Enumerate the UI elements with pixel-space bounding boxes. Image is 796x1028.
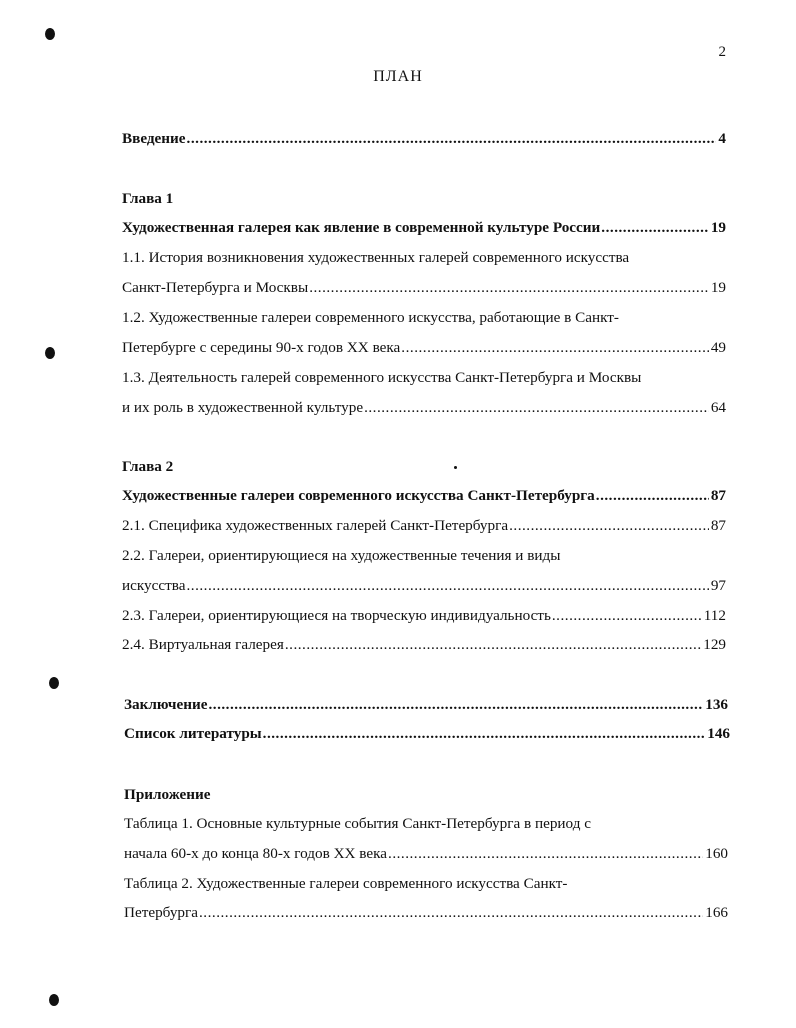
chapter-heading: Глава 1 (122, 190, 174, 207)
toc-entry-table1[interactable] (124, 842, 728, 866)
toc-entry-chapter2[interactable] (122, 484, 726, 508)
dot-leader (596, 484, 709, 508)
dot-leader (263, 722, 706, 746)
dot-leader (285, 633, 701, 657)
toc-entry-label: Петербурга (124, 904, 198, 921)
chapter-heading: Глава 2 (122, 458, 174, 475)
toc-entry-page: 146 (707, 725, 730, 742)
toc-entry-page: 49 (710, 339, 726, 356)
binder-hole (45, 28, 55, 40)
toc-entry-1-1[interactable] (122, 276, 726, 300)
toc-entry-2-1[interactable] (122, 514, 726, 538)
toc-entry-conclusion[interactable] (124, 693, 728, 717)
toc-entry-chapter1[interactable] (122, 216, 726, 240)
toc-entry-label: Санкт-Петербурга и Москвы (122, 279, 309, 296)
toc-entry-table2[interactable] (124, 901, 728, 925)
toc-entry-2-2-line1[interactable]: 2.2. Галереи, ориентирующиеся на художественные течения и виды (122, 547, 561, 564)
dot-leader (364, 396, 709, 420)
toc-entry-table2-line1[interactable]: Таблица 2. Художественные галереи современного искусства Санкт- (124, 875, 568, 892)
toc-entry-label: Художественная галерея как явление в современной культуре России (122, 219, 601, 236)
page-number: 2 (718, 44, 726, 60)
toc-entry-label: Список литературы (124, 725, 262, 742)
toc-entry-label: начала 60-х до конца 80-х годов XX века (124, 845, 388, 862)
toc-entry-page: 97 (710, 577, 726, 594)
binder-hole (45, 347, 55, 359)
toc-entry-bibliography[interactable] (124, 722, 730, 746)
dot-leader (388, 842, 703, 866)
toc-entry-page: 87 (710, 517, 726, 534)
dot-leader (186, 574, 708, 598)
toc-entry-label: Введение (122, 130, 186, 147)
dot-leader (509, 514, 709, 538)
toc-entry-page: 160 (705, 845, 728, 862)
toc-entry-page: 129 (703, 636, 726, 653)
appendix-heading: Приложение (124, 786, 211, 803)
binder-hole (49, 677, 59, 689)
toc-entry-page: 136 (705, 696, 728, 713)
toc-entry-table1-line1[interactable]: Таблица 1. Основные культурные события Санкт-Петербурга в период с (124, 815, 591, 832)
toc-entry-label: 2.1. Специфика художественных галерей Санкт-Петербурга (122, 517, 509, 534)
dot-leader (309, 276, 709, 300)
toc-entry-page: 19 (710, 219, 726, 236)
toc-entry-2-4[interactable] (122, 633, 726, 657)
toc-entry-1-3[interactable] (122, 396, 726, 420)
toc-entry-page: 64 (710, 399, 726, 416)
binder-hole (49, 994, 59, 1006)
toc-entry-1-2-line1[interactable]: 1.2. Художественные галереи современного искусства, работающие в Санкт- (122, 309, 619, 326)
toc-entry-label: 2.3. Галереи, ориентирующиеся на творческую индивидуальность (122, 607, 551, 624)
toc-entry-2-3[interactable] (122, 604, 726, 628)
toc-entry-label: 2.4. Виртуальная галерея (122, 636, 284, 653)
toc-entry-page: 19 (710, 279, 726, 296)
dot-leader (208, 693, 703, 717)
toc-entry-2-2[interactable] (122, 574, 726, 598)
page-title: ПЛАН (373, 68, 423, 85)
toc-entry-label: и их роль в художественной культуре (122, 399, 364, 416)
toc-entry-page: 4 (718, 130, 726, 147)
toc-entry-page: 87 (710, 487, 726, 504)
dot-leader (199, 901, 703, 925)
toc-entry-label: Петербурге с середины 90-х годов XX века (122, 339, 401, 356)
toc-entry-label: Художественные галереи современного искусства Санкт-Петербурга (122, 487, 595, 504)
dot-leader (552, 604, 702, 628)
toc-entry-intro[interactable] (122, 127, 726, 151)
dot-leader (401, 336, 709, 360)
toc-entry-page: 112 (703, 607, 726, 624)
toc-entry-1-1-line1[interactable]: 1.1. История возникновения художественных галерей современного искусства (122, 249, 630, 266)
toc-entry-label: искусства (122, 577, 186, 594)
dot-leader (601, 216, 709, 240)
scan-speck (454, 466, 457, 469)
dot-leader (187, 127, 717, 151)
toc-entry-label: Заключение (124, 696, 208, 713)
toc-entry-1-3-line1[interactable]: 1.3. Деятельность галерей современного искусства Санкт-Петербурга и Москвы (122, 369, 642, 386)
toc-entry-1-2[interactable] (122, 336, 726, 360)
toc-entry-page: 166 (705, 904, 728, 921)
